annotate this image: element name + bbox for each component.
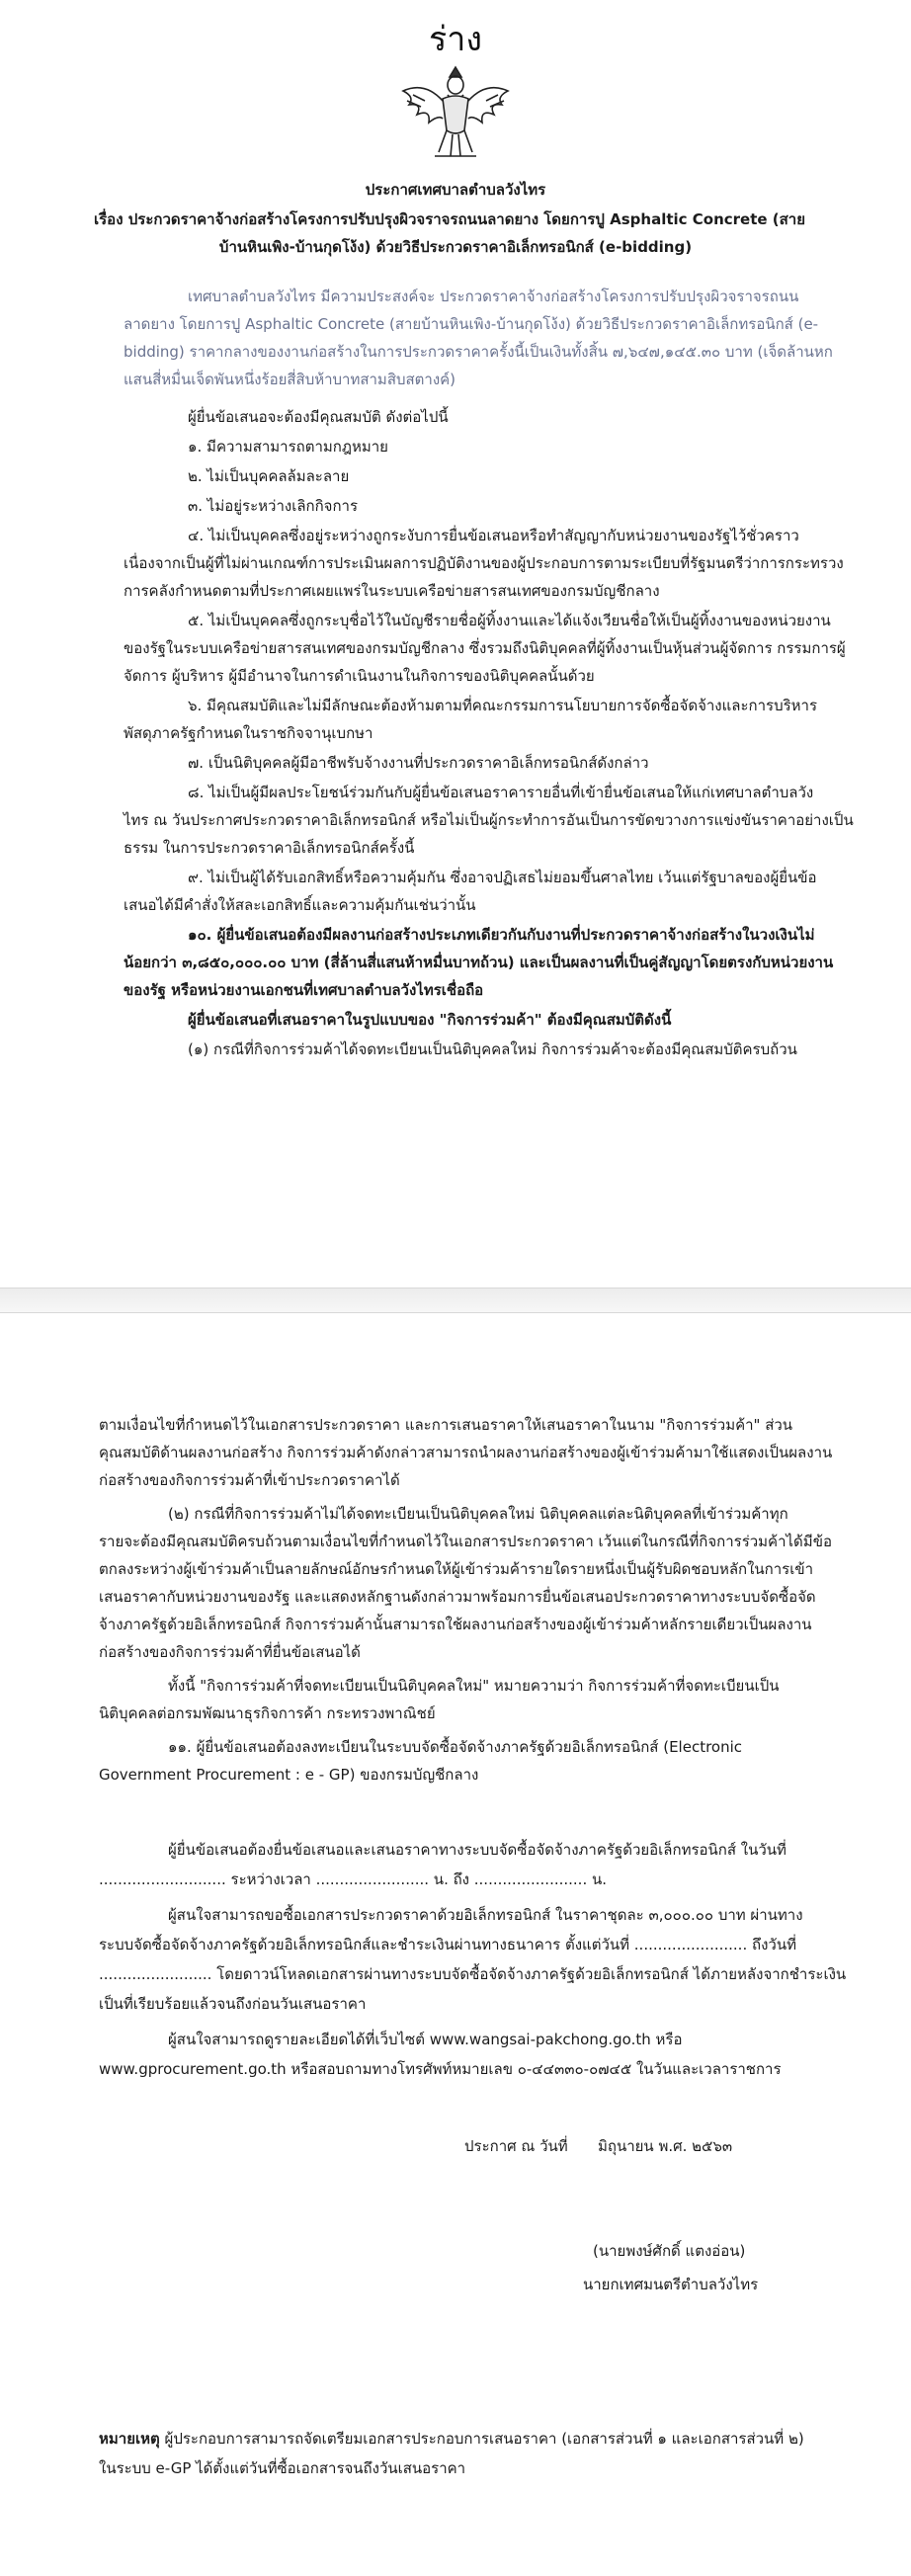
qual-5-line-3: จัดการ ผู้บริหาร ผู้มีอำนาจในการดำเนินงานในกิจการของนิติบุคคลนั้นด้วย bbox=[124, 667, 595, 685]
intro-line-3: bidding) ราคากลางของงานก่อสร้างในการประกวดราคาครั้งนี้เป็นเงินทั้งสิ้น ๗,๖๔๗,๑๔๕.๓๐ บาท (เจ็ดล้านหก bbox=[124, 343, 833, 361]
signer-name: (นายพงษ์ศักดิ์ แตงอ่อน) bbox=[593, 2242, 746, 2260]
jv-definition-line-1: ทั้งนี้ "กิจการร่วมค้าที่จดทะเบียนเป็นนิติบุคคลใหม่" หมายความว่า กิจการร่วมค้าที่จดทะเบียนเป็น bbox=[168, 1677, 780, 1695]
qual-11-line-2: Government Procurement : e - GP) ของกรมบัญชีกลาง bbox=[99, 1766, 479, 1784]
note-text-1: ผู้ประกอบการสามารถจัดเตรียมเอกสารประกอบการเสนอราคา (เอกสารส่วนที่ ๑ และเอกสารส่วนที่ ๒) bbox=[164, 2430, 804, 2448]
note-label: หมายเหตุ bbox=[99, 2430, 160, 2448]
qual-1: ๑. มีความสามารถตามกฎหมาย bbox=[188, 438, 388, 456]
submission-line-1: ผู้ยื่นข้อเสนอต้องยื่นข้อเสนอและเสนอราคาทางระบบจัดซื้อจัดจ้างภาครัฐด้วยอิเล็กทรอนิกส์ ในวันที่ bbox=[168, 1841, 787, 1859]
announce-at-label: ประกาศ ณ วันที่ bbox=[464, 2137, 568, 2155]
jv-1-line-2: ตามเงื่อนไขที่กำหนดไว้ในเอกสารประกวดราคา และการเสนอราคาให้เสนอราคาในนาม "กิจการร่วมค้า" ส่วน bbox=[99, 1416, 793, 1434]
qual-6-line-2: พัสดุภาครัฐกำหนดในราชกิจจานุเบกษา bbox=[124, 724, 373, 742]
qual-10-line-2: น้อยกว่า ๓,๘๕๐,๐๐๐.๐๐ บาท (สี่ล้านสี่แสนห้าหมื่นบาทถ้วน) และเป็นผลงานที่เป็นคู่สัญญาโดยตรงกับหน่วยงาน bbox=[124, 954, 834, 971]
jv-1-line-1: (๑) กรณีที่กิจการร่วมค้าได้จดทะเบียนเป็นนิติบุคคลใหม่ กิจการร่วมค้าจะต้องมีคุณสมบัติครบถ้วน bbox=[188, 1040, 797, 1058]
qual-8-line-3: ธรรม ในการประกวดราคาอิเล็กทรอนิกส์ครั้งนี้ bbox=[124, 839, 415, 857]
jv-definition-line-2: นิติบุคคลต่อกรมพัฒนาธุรกิจการค้า กระทรวงพาณิชย์ bbox=[99, 1704, 436, 1722]
qual-4-line-2: เนื่องจากเป็นผู้ที่ไม่ผ่านเกณฑ์การประเมินผลการปฏิบัติงานของผู้ประกอบการตามระเบียบที่รัฐมนตรีว่าการกระทรวง bbox=[124, 554, 844, 572]
purchase-line-4: เป็นที่เรียบร้อยแล้วจนถึงก่อนวันเสนอราคา bbox=[99, 1995, 367, 2013]
qualification-intro: ผู้ยื่นข้อเสนอจะต้องมีคุณสมบัติ ดังต่อไปนี้ bbox=[188, 408, 449, 426]
qual-11-line-1: ๑๑. ผู้ยื่นข้อเสนอต้องลงทะเบียนในระบบจัดซื้อจัดจ้างภาครัฐด้วยอิเล็กทรอนิกส์ (Electronic bbox=[168, 1738, 743, 1756]
note-line-1 bbox=[99, 2427, 804, 2451]
jv-2-line-2: รายจะต้องมีคุณสมบัติครบถ้วนตามเงื่อนไขที่กำหนดไว้ในเอกสารประกวดราคา เว้นแต่ในกรณีที่กิจการร่วมค้าได้มีข้อ bbox=[99, 1533, 832, 1550]
jv-2-line-4: เสนอราคากับหน่วยงานของรัฐ และแสดงหลักฐานดังกล่าวมาพร้อมการยื่นข้อเสนอประกวดราคาทางระบบจัดซื้อจัด bbox=[99, 1588, 816, 1606]
announce-date: มิถุนายน พ.ศ. ๒๕๖๓ bbox=[598, 2137, 733, 2155]
qual-6-line-1: ๖. มีคุณสมบัติและไม่มีลักษณะต้องห้ามตามที่คณะกรรมการนโยบายการจัดซื้อจัดจ้างและการบริหาร bbox=[188, 697, 818, 714]
info-line-1: ผู้สนใจสามารถดูรายละเอียดได้ที่เว็บไซต์ www.wangsai-pakchong.go.th หรือ bbox=[168, 2031, 683, 2048]
qual-10-line-1: ๑๐. ผู้ยื่นข้อเสนอต้องมีผลงานก่อสร้างประเภทเดียวกันกับงานที่ประกวดราคาจ้างก่อสร้างในวงเงินไม่ bbox=[188, 926, 815, 944]
note-line-2: ในระบบ e-GP ได้ตั้งแต่วันที่ซื้อเอกสารจนถึงวันเสนอราคา bbox=[99, 2459, 466, 2477]
joint-venture-intro: ผู้ยื่นข้อเสนอที่เสนอราคาในรูปแบบของ "กิจการร่วมค้า" ต้องมีคุณสมบัติดังนี้ bbox=[188, 1011, 672, 1029]
purchase-line-1: ผู้สนใจสามารถขอซื้อเอกสารประกวดราคาด้วยอิเล็กทรอนิกส์ ในราคาชุดละ ๓,๐๐๐.๐๐ บาท ผ่านทาง bbox=[168, 1906, 803, 1924]
qual-7: ๗. เป็นนิติบุคคลผู้มีอาชีพรับจ้างงานที่ประกวดราคาอิเล็กทรอนิกส์ดังกล่าว bbox=[188, 754, 649, 772]
qual-4-line-3: การคลังกำหนดตามที่ประกาศเผยแพร่ในระบบเครือข่ายสารสนเทศของกรมบัญชีกลาง bbox=[124, 582, 660, 600]
announcement-title: ประกาศเทศบาลตำบลวังไทร bbox=[365, 181, 546, 199]
info-line-2: www.gprocurement.go.th หรือสอบถามทางโทรศัพท์หมายเลข ๐-๔๔๓๓๐-๐๗๔๕ ในวันและเวลาราชการ bbox=[99, 2060, 782, 2078]
qual-3: ๓. ไม่อยู่ระหว่างเลิกกิจการ bbox=[188, 497, 359, 515]
jv-2-line-6: ก่อสร้างของกิจการร่วมค้าที่ยื่นข้อเสนอได้ bbox=[99, 1643, 361, 1661]
submission-line-2: ........................... ระหว่างเวลา ........................ น. ถึง ........................ น. bbox=[99, 1870, 607, 1888]
subject-text-1: ประกวดราคาจ้างก่อสร้างโครงการปรับปรุงผิวจราจรถนนลาดยาง โดยการปู Asphaltic Concrete (สาย bbox=[127, 210, 806, 228]
intro-line-4: แสนสี่หมื่นเจ็ดพันหนึ่งร้อยสี่สิบห้าบาทสามสิบสตางค์) bbox=[124, 371, 456, 388]
jv-2-line-1: (๒) กรณีที่กิจการร่วมค้าไม่ได้จดทะเบียนเป็นนิติบุคคลใหม่ นิติบุคคลแต่ละนิติบุคคลที่เข้าร่วมค้าทุก bbox=[168, 1505, 788, 1523]
qual-4-line-1: ๔. ไม่เป็นบุคคลซึ่งอยู่ระหว่างถูกระงับการยื่นข้อเสนอหรือทำสัญญากับหน่วยงานของรัฐไว้ชั่วคราว bbox=[188, 527, 799, 544]
jv-1-line-4: ก่อสร้างของกิจการร่วมค้าที่เข้าประกวดราคาได้ bbox=[99, 1471, 400, 1489]
qual-5-line-1: ๕. ไม่เป็นบุคคลซึ่งถูกระบุชื่อไว้ในบัญชีรายชื่อผู้ทิ้งงานและได้แจ้งเวียนชื่อให้เป็นผู้ทิ้งงานของหน่วยงาน bbox=[188, 612, 831, 629]
page-break bbox=[0, 1288, 911, 1313]
garuda-emblem-icon bbox=[395, 61, 516, 164]
intro-line-1: เทศบาลตำบลวังไทร มีความประสงค์จะ ประกวดราคาจ้างก่อสร้างโครงการปรับปรุงผิวจราจรถนน bbox=[188, 288, 799, 305]
subject-label: เรื่อง bbox=[94, 210, 124, 228]
jv-2-line-5: จ้างภาครัฐด้วยอิเล็กทรอนิกส์ กิจการร่วมค้านั้นสามารถใช้ผลงานก่อสร้างของผู้เข้าร่วมค้าหลักรายเดียวเป็นผลงาน bbox=[99, 1616, 812, 1633]
document-page-1 bbox=[0, 0, 911, 1285]
purchase-line-3: ........................ โดยดาวน์โหลดเอกสารผ่านทางระบบจัดซื้อจัดจ้างภาครัฐด้วยอิเล็กทรอนิกส์ ได้ภายหลังจากชำระเงิน bbox=[99, 1965, 847, 1983]
purchase-line-2: ระบบจัดซื้อจัดจ้างภาครัฐด้วยอิเล็กทรอนิกส์และชำระเงินผ่านทางธนาคาร ตั้งแต่วันที่ ........................ ถึงวันที่ bbox=[99, 1936, 796, 1953]
qual-8-line-1: ๘. ไม่เป็นผู้มีผลประโยชน์ร่วมกันกับผู้ยื่นข้อเสนอราคารายอื่นที่เข้ายื่นข้อเสนอให้แก่เทศบาลตำบลวัง bbox=[188, 784, 814, 801]
qual-2: ๒. ไม่เป็นบุคคลล้มละลาย bbox=[188, 467, 350, 485]
subject-line-1 bbox=[94, 208, 805, 231]
jv-1-line-3: คุณสมบัติด้านผลงานก่อสร้าง กิจการร่วมค้าดังกล่าวสามารถนำผลงานก่อสร้างของผู้เข้าร่วมค้ามาใช้แสดงเป็นผลงาน bbox=[99, 1444, 833, 1461]
qual-9-line-1: ๙. ไม่เป็นผู้ได้รับเอกสิทธิ์หรือความคุ้มกัน ซึ่งอาจปฏิเสธไม่ยอมขึ้นศาลไทย เว้นแต่รัฐบาลของผู้ยื่นข้อ bbox=[188, 869, 817, 886]
subject-line-2: บ้านหินเพิง-บ้านกุดโง้ง) ด้วยวิธีประกวดราคาอิเล็กทรอนิกส์ (e-bidding) bbox=[218, 238, 693, 256]
document-page-2 bbox=[0, 1314, 911, 2576]
draft-stamp: ร่าง bbox=[429, 20, 482, 59]
qual-5-line-2: ของรัฐในระบบเครือข่ายสารสนเทศของกรมบัญชีกลาง ซึ่งรวมถึงนิติบุคคลที่ผู้ทิ้งงานเป็นหุ้นส่วนผู้จัดการ กรรมการผู้ bbox=[124, 639, 846, 657]
jv-2-line-3: ตกลงระหว่างผู้เข้าร่วมค้าเป็นลายลักษณ์อักษรกำหนดให้ผู้เข้าร่วมค้ารายใดรายหนึ่งเป็นผู้รับผิดชอบหลักในการเข้า bbox=[99, 1560, 814, 1578]
qual-8-line-2: ไทร ณ วันประกาศประกวดราคาอิเล็กทรอนิกส์ หรือไม่เป็นผู้กระทำการอันเป็นการขัดขวางการแข่งขันราคาอย่างเป็น bbox=[124, 811, 854, 829]
intro-line-2: ลาดยาง โดยการปู Asphaltic Concrete (สายบ้านหินเพิง-บ้านกุดโง้ง) ด้วยวิธีประกวดราคาอิเล็กทรอนิกส์ (e- bbox=[124, 315, 819, 333]
signer-title: นายกเทศมนตรีตำบลวังไทร bbox=[583, 2276, 759, 2293]
qual-9-line-2: เสนอได้มีคำสั่งให้สละเอกสิทธิ์และความคุ้มกันเช่นว่านั้น bbox=[124, 896, 476, 914]
qual-10-line-3: ของรัฐ หรือหน่วยงานเอกชนที่เทศบาลตำบลวังไทรเชื่อถือ bbox=[124, 981, 484, 999]
